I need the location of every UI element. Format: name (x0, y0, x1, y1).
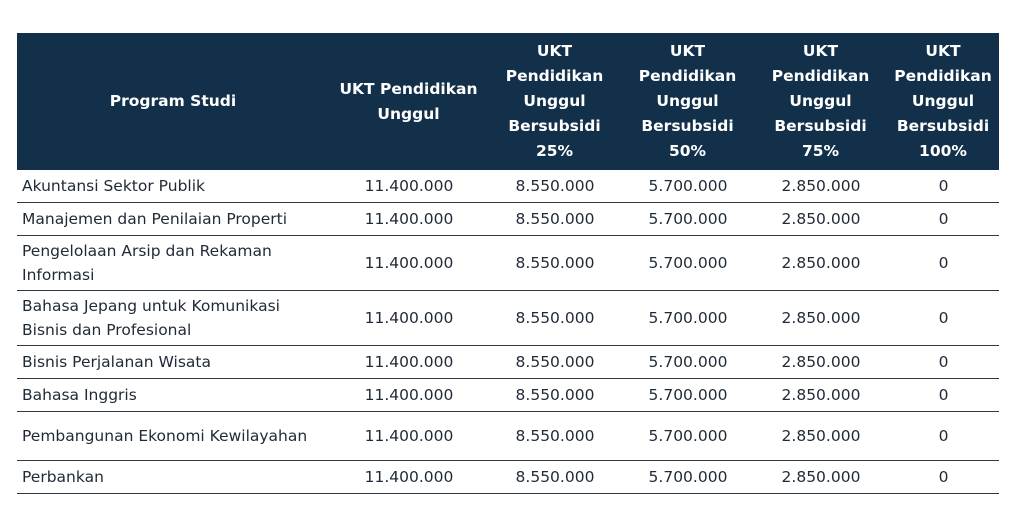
table-header (17, 33, 999, 170)
program-name-cell: Bisnis Perjalanan Wisata (17, 346, 329, 379)
header-ukt-subsidi-75: UKT Pendidikan Unggul Bersubsidi 75% (754, 33, 887, 170)
ukt-subsidi-25-cell: 8.550.000 (488, 346, 621, 379)
table-row (17, 412, 999, 461)
ukt-subsidi-50-cell: 5.700.000 (621, 461, 754, 494)
ukt-subsidi-100-cell: 0 (887, 170, 999, 203)
table-row (17, 461, 999, 494)
ukt-subsidi-50-cell: 5.700.000 (621, 291, 754, 346)
header-ukt-subsidi-100: UKT Pendidikan Unggul Bersubsidi 100% (887, 33, 999, 170)
table-row (17, 203, 999, 236)
program-name-cell: Pengelolaan Arsip dan Rekaman Informasi (17, 236, 329, 291)
ukt-subsidi-25-cell: 8.550.000 (488, 412, 621, 461)
header-ukt-subsidi-25: UKT Pendidikan Unggul Bersubsidi 25% (488, 33, 621, 170)
program-name-cell: Akuntansi Sektor Publik (17, 170, 329, 203)
ukt-subsidi-25-cell: 8.550.000 (488, 291, 621, 346)
program-name-cell: Bahasa Jepang untuk Komunikasi Bisnis dan Profesional (17, 291, 329, 346)
ukt-subsidi-75-cell: 2.850.000 (754, 170, 887, 203)
ukt-table (17, 33, 999, 494)
ukt-subsidi-50-cell: 5.700.000 (621, 170, 754, 203)
ukt-subsidi-100-cell: 0 (887, 461, 999, 494)
program-name-cell: Manajemen dan Penilaian Properti (17, 203, 329, 236)
ukt-subsidi-100-cell: 0 (887, 412, 999, 461)
table-row (17, 291, 999, 346)
header-ukt-subsidi-50: UKT Pendidikan Unggul Bersubsidi 50% (621, 33, 754, 170)
ukt-subsidi-75-cell: 2.850.000 (754, 203, 887, 236)
table-row (17, 346, 999, 379)
ukt-subsidi-25-cell: 8.550.000 (488, 170, 621, 203)
program-name-cell: Bahasa Inggris (17, 379, 329, 412)
ukt-subsidi-75-cell: 2.850.000 (754, 236, 887, 291)
ukt-unggul-cell: 11.400.000 (329, 170, 488, 203)
ukt-unggul-cell: 11.400.000 (329, 461, 488, 494)
ukt-unggul-cell: 11.400.000 (329, 379, 488, 412)
ukt-subsidi-25-cell: 8.550.000 (488, 461, 621, 494)
header-ukt-unggul: UKT Pendidikan Unggul (329, 33, 488, 170)
ukt-subsidi-100-cell: 0 (887, 379, 999, 412)
header-row (17, 33, 999, 170)
table-row (17, 236, 999, 291)
ukt-unggul-cell: 11.400.000 (329, 203, 488, 236)
table-row (17, 170, 999, 203)
ukt-subsidi-75-cell: 2.850.000 (754, 461, 887, 494)
ukt-subsidi-25-cell: 8.550.000 (488, 236, 621, 291)
ukt-subsidi-100-cell: 0 (887, 236, 999, 291)
ukt-subsidi-50-cell: 5.700.000 (621, 412, 754, 461)
ukt-unggul-cell: 11.400.000 (329, 291, 488, 346)
ukt-subsidi-75-cell: 2.850.000 (754, 379, 887, 412)
header-program-studi: Program Studi (17, 33, 329, 170)
ukt-subsidi-25-cell: 8.550.000 (488, 379, 621, 412)
ukt-subsidi-50-cell: 5.700.000 (621, 203, 754, 236)
ukt-unggul-cell: 11.400.000 (329, 346, 488, 379)
program-name-cell: Pembangunan Ekonomi Kewilayahan (17, 412, 329, 461)
ukt-subsidi-75-cell: 2.850.000 (754, 412, 887, 461)
table-body (17, 170, 999, 494)
table-row (17, 379, 999, 412)
ukt-subsidi-50-cell: 5.700.000 (621, 236, 754, 291)
ukt-subsidi-75-cell: 2.850.000 (754, 346, 887, 379)
ukt-subsidi-50-cell: 5.700.000 (621, 379, 754, 412)
ukt-table-container (17, 33, 999, 494)
ukt-unggul-cell: 11.400.000 (329, 412, 488, 461)
program-name-cell: Perbankan (17, 461, 329, 494)
ukt-subsidi-100-cell: 0 (887, 291, 999, 346)
ukt-subsidi-75-cell: 2.850.000 (754, 291, 887, 346)
ukt-subsidi-100-cell: 0 (887, 203, 999, 236)
ukt-subsidi-25-cell: 8.550.000 (488, 203, 621, 236)
ukt-unggul-cell: 11.400.000 (329, 236, 488, 291)
ukt-subsidi-50-cell: 5.700.000 (621, 346, 754, 379)
ukt-subsidi-100-cell: 0 (887, 346, 999, 379)
